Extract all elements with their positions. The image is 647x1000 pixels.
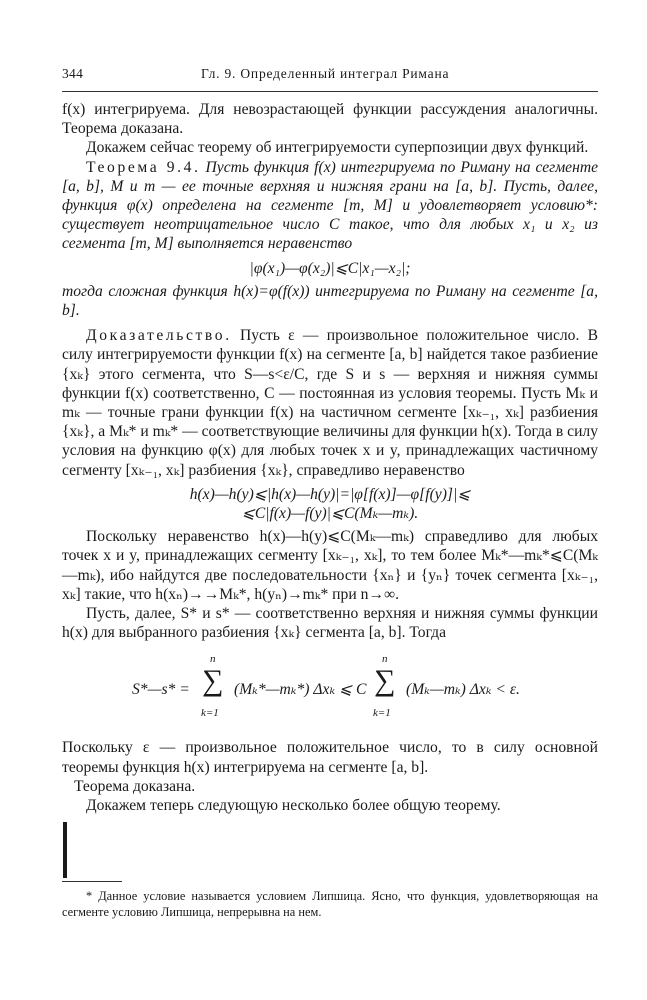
proof-text: Пусть ε — произвольное положительное число. В силу интегрируемости функции f(x) на сегменте [a, b] найдется такое разбиение {xₖ} этого сегмента, что S—s<ε/C, где S и s — верхняя и нижняя суммы функции f(x) соответственно, C — постоянная из условия теоремы. Пусть Mₖ и mₖ — точные грани функции f(x) на частичном сегменте [xₖ₋₁, xₖ] разбиения {xₖ}, а Mₖ* и mₖ* — соответствующие величины для функции h(x). Тогда в силу условия на функцию φ(x) для любых точек x и y, принадлежащих частичному сегменту [xₖ₋₁, xₖ] разбиения {xₖ}, справедливо неравенство [62, 327, 598, 479]
sum2-upper: n [382, 653, 388, 666]
formula-line-2: ⩽C|f(x)—f(y)|⩽C(Mₖ—mₖ). [241, 505, 419, 523]
margin-bar [63, 822, 67, 878]
sum1-lower: k=1 [201, 707, 219, 720]
lipschitz-formula: |φ(x₁)—φ(x₂)|⩽C|x₁—x₂|; [249, 259, 411, 277]
inequality-formula [62, 485, 598, 523]
sum-term2: (Mₖ—mₖ) Δxₖ < ε. [406, 681, 520, 699]
paragraph-intro: Докажем сейчас теорему об интегрируемости суперпозиции двух функций. [86, 139, 589, 157]
theorem-label: Теорема 9.4. [86, 158, 201, 176]
sum2-sigma: ∑ [374, 664, 396, 698]
paragraph-next: Докажем теперь следующую несколько более общую теорему. [86, 797, 501, 815]
paragraph-since: Поскольку неравенство h(x)—h(y)⩽C(Mₖ—mₖ) справедливо для любых точек x и y, принадлежащих сегменту [xₖ₋₁, xₖ], то тем более Mₖ*—mₖ*⩽C(Mₖ—mₖ), ибо найдутся две последовательности {xₙ} и {yₙ} точек сегмента [xₖ₋₁, xₖ] такие, что h(xₙ)→→Mₖ*, h(yₙ)→mₖ* при n→∞. [62, 528, 598, 603]
footnote-rule [62, 881, 122, 882]
sum2-lower: k=1 [373, 707, 391, 720]
paragraph-let: Пусть, далее, S* и s* — соответственно верхняя и нижняя суммы функции h(x) для выбранного разбиения {xₖ} сегмента [a, b]. Тогда [62, 605, 598, 642]
sum1-sigma: ∑ [202, 664, 224, 698]
header-rule [62, 91, 598, 92]
proof-paragraph [62, 326, 598, 480]
theorem-text: Пусть функция f(x) интегрируема по Риману на сегменте [a, b], M и m — ее точные верхняя и нижняя грани на [a, b]. Пусть, далее, функция φ(x) определена на сегменте [m, M] и удовлетворяет условию*: существует неотрицательное число C такое, что для любых x₁ и x₂ из сегмента [m, M] выполняется неравенство [62, 158, 599, 253]
sum-lhs: S*—s* = [132, 681, 190, 699]
theorem-conclusion: тогда сложная функция h(x)=φ(f(x)) интегрируема по Риману на сегменте [a, b]. [62, 282, 598, 320]
theorem-statement [62, 158, 598, 254]
paragraph-proof-end: f(x) интегрируема. Для невозрастающей функции рассуждения аналогичны. Теорема доказана. [62, 101, 598, 138]
page-header [62, 66, 602, 88]
running-title: Гл. 9. Определенный интеграл Римана [201, 66, 450, 81]
theorem-proved: Теорема доказана. [74, 777, 196, 795]
proof-label: Доказательство. [86, 327, 232, 345]
page-body [62, 100, 598, 815]
sum-term1: (Mₖ*—mₖ*) Δxₖ ⩽ C [234, 681, 367, 699]
sum-formula [62, 646, 598, 730]
footnote: * Данное условие называется условием Липшица. Ясно, что функция, удовлетворяющая на сегменте условию Липшица, непрерывна на нем. [62, 889, 598, 919]
paragraph-final: Поскольку ε — произвольное положительное число, то в силу основной теоремы функция h(x) интегрируема на сегменте [a, b]. [62, 739, 598, 776]
page-number: 344 [62, 66, 84, 81]
formula-line-1: h(x)—h(y)⩽|h(x)—h(y)|=|φ[f(x)]—φ[f(y)]|⩽ [189, 485, 471, 503]
sum1-upper: n [210, 653, 216, 666]
